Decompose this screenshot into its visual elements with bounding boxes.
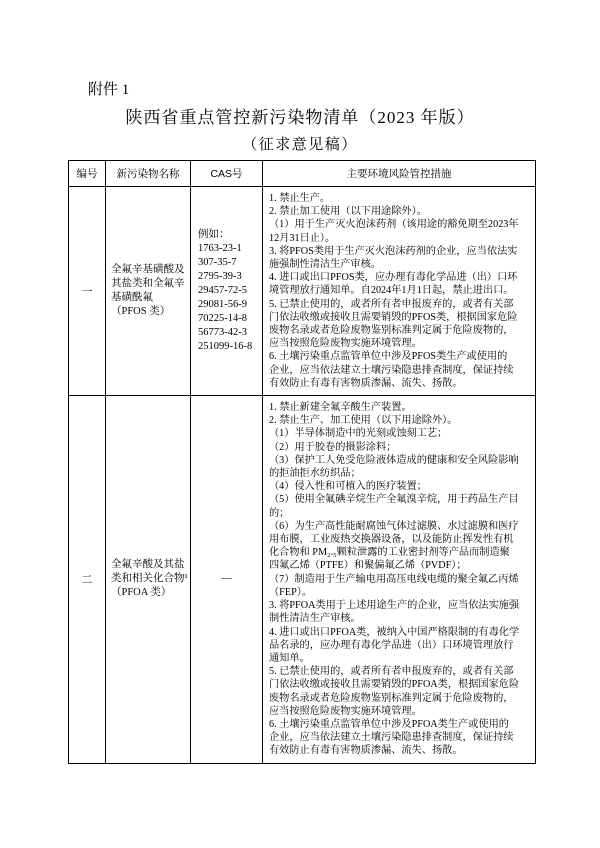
cas-line: 1763-23-1 [198,243,242,255]
name-line: 全氟辛基磺酸及 [111,264,185,276]
pollutant-name-cell [106,187,191,396]
measures-cell [263,396,536,763]
cas-cell [191,187,263,396]
table-row [69,187,536,396]
name-line: 基磺酰氟 [111,292,153,304]
measure-line: 境管理放行通知单。自2024年1月1日起，禁止进出口。 [269,285,514,297]
measure-line: （5）使用全氟碘辛烷生产全氟溴辛烷，用于药品生产目 [269,494,519,506]
measure-line: 的拒油拒水纺织品； [269,468,361,480]
cas-line: 29457-72-5 [198,285,247,297]
measure-line: 企业，应当依法建立土壤污染隐患排查制度，保证持续 [269,364,514,376]
name-line: 其盐类和全氟辛 [111,278,185,290]
row-number-cell [69,187,106,396]
measure-line: 3. 将PFOA类用于上述用途生产的企业，应当依法实施强 [269,600,520,612]
cas-line: — [221,573,232,585]
name-line: 全氟辛酸及其盐 [111,559,185,571]
cas-line: 307-35-7 [198,257,237,269]
header-number: 编号 [69,161,106,187]
measure-line: 门依法收缴或接收且需要销毁的PFOS类，根据国家危险 [269,311,518,323]
cas-line: 2795-39-3 [198,271,242,283]
cas-line: 56773-42-3 [198,327,247,339]
measure-line: （2）用于胶卷的摄影涂料； [269,441,397,453]
header-measures: 主要环境风险管控措施 [263,161,536,187]
name-line: （PFOS 类） [111,306,171,318]
table-row [69,396,536,763]
measure-line: 企业，应当依法建立土壤污染隐患排查制度，保证持续 [269,732,514,744]
measure-line: 4. 进口或出口PFOA类，被纳入中国严格限制的有毒化学 [269,626,520,638]
row-number: 一 [81,286,93,299]
name-line: （PFOA 类） [111,587,172,599]
cas-line: 251099-16-8 [198,341,253,353]
measure-line: （3）保护工人免受危险液体造成的健康和安全风险影响 [269,454,519,466]
measure-line: 有效防止有毒有害物质渗漏、流失、扬散。 [269,745,463,757]
measure-line: 4. 进口或出口PFOS类，应办理有毒化学品进（出）口环 [269,272,518,284]
row-number-cell [69,396,106,763]
measures-cell [263,187,536,396]
header-cas: CAS号 [191,161,263,187]
measure-line: 6. 土壤污染重点监管单位中涉及PFOS类生产或使用的 [269,351,508,363]
header-name: 新污染物名称 [106,161,191,187]
measure-line: 应当按照危险废物实施环境管理。 [269,705,422,717]
measure-line: 废物名录或者危险废物鉴别标准判定属于危险废物的， [269,692,514,704]
measure-line: 的； [269,507,290,519]
name-line: 类和相关化合物¹ [111,573,188,585]
measure-line: 通知单。 [269,652,310,664]
pollutant-table [68,160,536,764]
measure-line: 2. 禁止加工使用（以下用途除外）。 [269,206,427,218]
measure-line: 四氟乙烯（PTFE）和聚偏氟乙烯（PVDF）； [269,560,467,572]
measure-line: 废物名录或者危险废物鉴别标准判定属于危险废物的， [269,325,514,337]
measure-line: 5. 已禁止使用的，或者所有者申报废弃的，或者有关部 [269,666,514,678]
measure-line: 品名录的，应办理有毒化学品进（出）口环境管理放行 [269,639,514,651]
measure-line: 制性清洁生产审核。 [269,613,361,625]
document-title: 陕西省重点管控新污染物清单（2023 年版） [125,108,475,127]
cas-line: 例如： [198,229,230,241]
measure-line: 施强制性清洁生产审核。 [269,259,382,271]
attachment-label: 附件 1 [88,82,130,98]
measure-line: （6）为生产高性能耐腐蚀气体过滤膜、水过滤膜和医疗 [269,520,519,532]
table-header-row [69,161,536,187]
measure-line: 5. 已禁止使用的，或者所有者申报废弃的，或者有关部 [269,298,514,310]
measure-line: 应当按照危险废物实施环境管理。 [269,338,422,350]
measure-line: 用布膜，工业废热交换器设备，以及能防止挥发性有机 [269,534,514,546]
cas-cell [191,396,263,763]
measure-line: 12月31日止）。 [269,232,336,244]
measure-line: （1）半导体制造中的光刻或蚀刻工艺； [269,428,448,440]
measure-line: （FEP）。 [269,586,313,598]
measure-line: （4）侵入性和可植入的医疗装置； [269,481,427,493]
measure-line: 6. 土壤污染重点监管单位中涉及PFOA类生产或使用的 [269,718,509,730]
cas-line: 29081-56-9 [198,299,247,311]
cas-line: 70225-14-8 [198,313,247,325]
row-number: 二 [81,574,93,587]
measure-line: 化合物和 PM₂.₅颗粒泄露的工业密封剂等产品而制造聚 [269,547,510,559]
measure-line: 有效防止有毒有害物质渗漏、流失、扬散。 [269,377,463,389]
pollutant-name-cell [106,396,191,763]
measure-line: 3. 将PFOS类用于生产灭火泡沫药剂的企业，应当依法实 [269,245,518,257]
measure-line: （7）制造用于生产输电用高压电线电缆的聚全氟乙丙烯 [269,573,519,585]
document-subtitle: （征求意见稿） [242,137,358,153]
measure-line: 2. 禁止生产、加工使用（以下用途除外）。 [269,415,458,427]
measure-line: 门依法收缴或接收且需要销毁的PFOA类，根据国家危险 [269,679,520,691]
measure-line: （1）用于生产灭火泡沫药剂（该用途的豁免期至2023年 [269,219,519,231]
measure-line: 1. 禁止生产。 [269,193,331,204]
measure-line: 1. 禁止新建全氟辛酸生产装置。 [269,402,412,414]
